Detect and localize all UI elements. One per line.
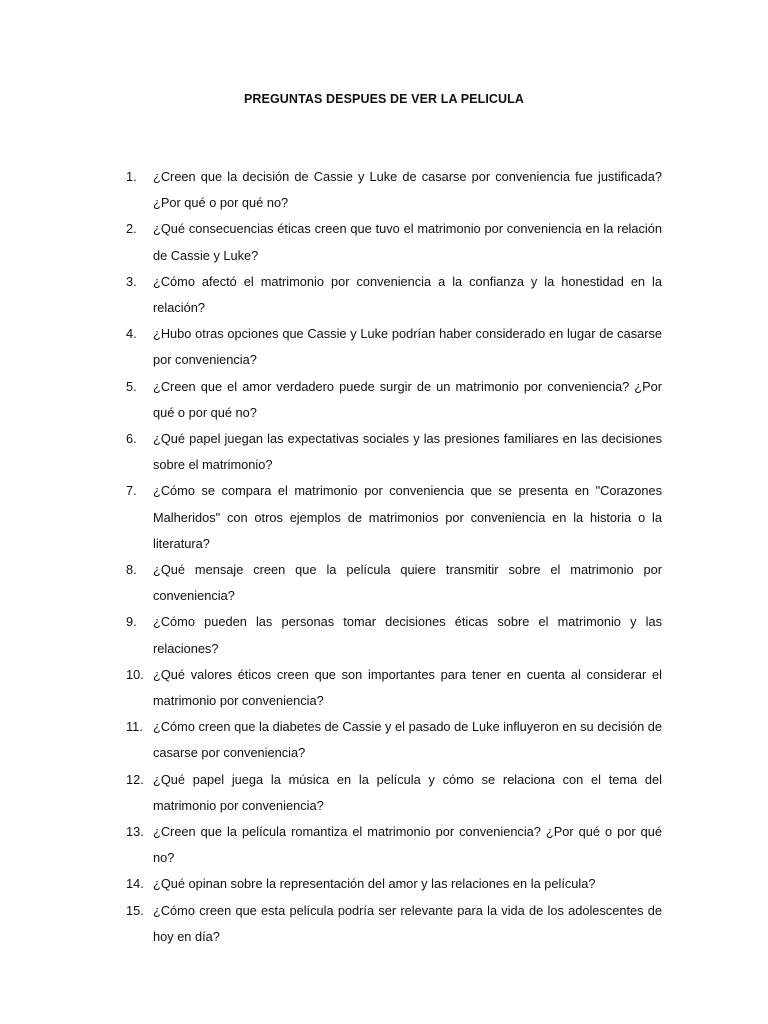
- question-text: ¿Hubo otras opciones que Cassie y Luke podrían haber considerado en lugar de casarse por conveniencia?: [153, 326, 662, 368]
- question-number: 5.: [126, 378, 137, 394]
- question-item: [126, 662, 662, 714]
- question-item: [126, 321, 662, 373]
- question-item: [126, 871, 662, 897]
- question-item: [126, 478, 662, 557]
- question-item: [126, 374, 662, 426]
- question-text: ¿Cómo afectó el matrimonio por conveniencia a la confianza y la honestidad en la relación?: [153, 273, 662, 316]
- question-text: ¿Qué mensaje creen que la película quiere transmitir sobre el matrimonio por conveniencia?: [153, 562, 662, 604]
- question-number: 14.: [126, 876, 144, 892]
- question-item: [126, 426, 662, 478]
- question-number: 12.: [126, 771, 144, 787]
- question-item: [126, 216, 662, 268]
- question-item: [126, 819, 662, 871]
- question-item: [126, 714, 662, 766]
- question-number: 15.: [126, 902, 144, 918]
- question-number: 6.: [126, 431, 137, 447]
- question-item: [126, 898, 662, 950]
- question-text: ¿Cómo se compara el matrimonio por conveniencia que se presenta en "Corazones Malheridos" con otros ejemplos de matrimonios por conveniencia en la historia o la literatura?: [153, 483, 662, 551]
- question-text: ¿Creen que la película romantiza el matrimonio por conveniencia? ¿Por qué o por qué no?: [153, 824, 662, 866]
- question-number: 4.: [126, 326, 137, 342]
- question-text: ¿Creen que la decisión de Cassie y Luke de casarse por conveniencia fue justificada? ¿Por qué o por qué no?: [153, 169, 662, 211]
- page-title: PREGUNTAS DESPUES DE VER LA PELICULA: [243, 92, 525, 106]
- question-item: [126, 767, 662, 819]
- question-text: ¿Qué opinan sobre la representación del amor y las relaciones en la película?: [153, 876, 596, 892]
- question-text: ¿Qué valores éticos creen que son importantes para tener en cuenta al considerar el matrimonio por conveniencia?: [153, 666, 662, 709]
- question-number: 2.: [126, 221, 137, 237]
- question-number: 10.: [126, 666, 144, 682]
- question-text: ¿Cómo creen que esta película podría ser relevante para la vida de los adolescentes de hoy en día?: [153, 902, 662, 944]
- question-text: ¿Cómo pueden las personas tomar decisiones éticas sobre el matrimonio y las relaciones?: [153, 614, 662, 656]
- question-item: [126, 164, 662, 216]
- question-number: 7.: [126, 483, 137, 499]
- question-number: 3.: [126, 273, 137, 289]
- question-number: 11.: [126, 719, 143, 735]
- question-text: ¿Qué consecuencias éticas creen que tuvo el matrimonio por conveniencia en la relación de Cassie y Luke?: [153, 221, 662, 263]
- question-text: ¿Qué papel juega la música en la película y cómo se relaciona con el tema del matrimonio por conveniencia?: [153, 771, 662, 813]
- question-number: 1.: [126, 169, 137, 184]
- question-number: 8.: [126, 562, 137, 578]
- question-text: ¿Qué papel juegan las expectativas sociales y las presiones familiares en las decisiones sobre el matrimonio?: [153, 431, 662, 473]
- question-number: 13.: [126, 824, 144, 840]
- question-text: ¿Cómo creen que la diabetes de Cassie y el pasado de Luke influyeron en su decisión de casarse por conveniencia?: [153, 719, 662, 761]
- question-item: [126, 269, 662, 321]
- question-item: [126, 557, 662, 609]
- question-list: [126, 164, 662, 950]
- question-text: ¿Creen que el amor verdadero puede surgir de un matrimonio por conveniencia? ¿Por qué o por qué no?: [153, 378, 662, 420]
- question-number: 9.: [126, 614, 137, 630]
- question-item: [126, 609, 662, 661]
